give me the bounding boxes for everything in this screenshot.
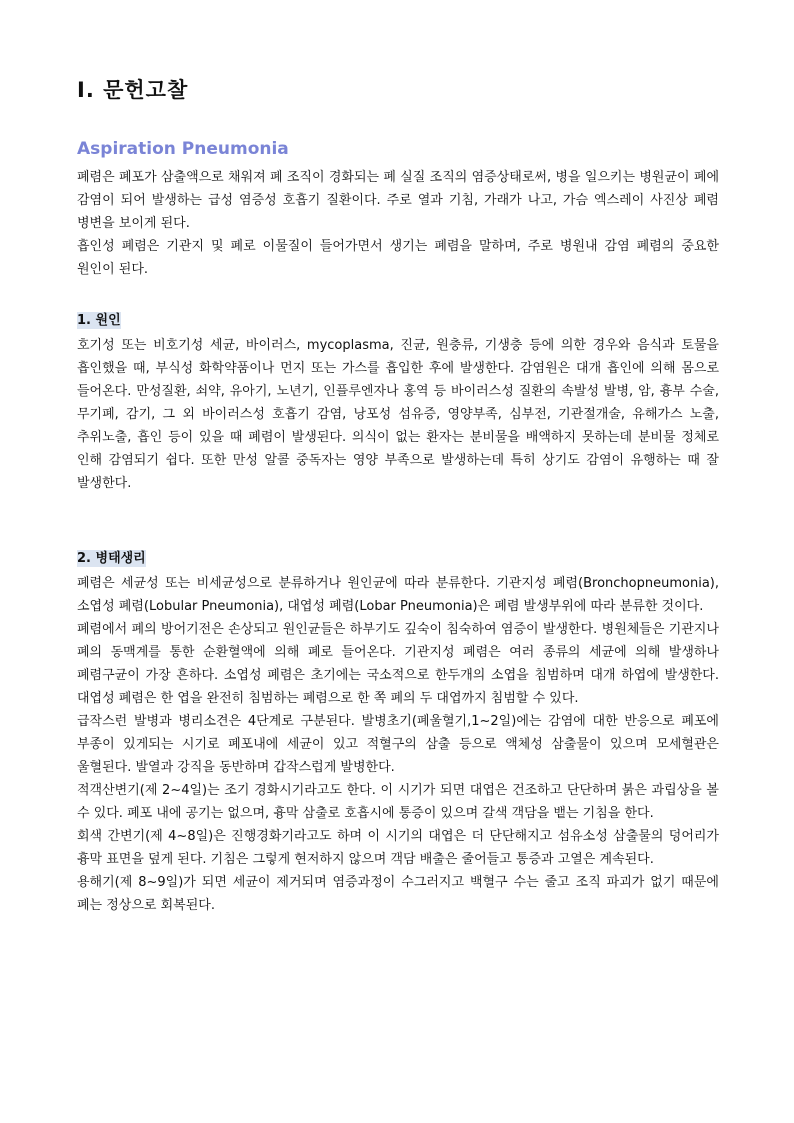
pathophysiology-heading bbox=[77, 549, 146, 569]
causes-heading-text: 1. 원인 bbox=[77, 313, 121, 328]
causes-paragraph: 호기성 또는 비호기성 세균, 바이러스, mycoplasma, 진균, 원충류, 기생충 등에 의한 경우와 음식과 토물을 흡인했을 때, 부식성 화학약품이나 먼지 또는 가스를 흡입한 후에 발생한다. 감염원은 대개 흡인에 의해 몸으로 들어온다. 만성질환, 쇠약, 유아기, 노년기, 인플루엔자나 홍역 등 바이러스성 질환의 속발성 발병, 암, 흉부 수술, 무기폐, 감기, 그 외 바이러스성 호흡기 감염, 낭포성 섬유증, 영양부족, 심부전, 기관절개술, 유해가스 노출, 추위노출, 흡인 등이 있을 때 폐렴이 발생된다. 의식이 없는 환자는 분비물을 배액하지 못하는데 분비물 정체로 인해 감염되기 쉽다. 또한 만성 알콜 중독자는 영양 부족으로 발생하는데 특히 상기도 감염이 유행하는 때 잘 발생한다. bbox=[77, 338, 719, 491]
pathophysiology-paragraph-5: 회색 간변기(제 4~8일)은 진행경화기라고도 하며 이 시기의 대엽은 더 단단해지고 섬유소성 삼출물의 덩어리가 흉막 표면을 덮게 된다. 기침은 그렇게 현저하지 않으며 객담 배출은 줄어들고 통증과 고열은 계속된다. bbox=[77, 829, 719, 867]
pathophysiology-block bbox=[77, 572, 719, 917]
intro-paragraph-1: 폐렴은 폐포가 삼출액으로 채워져 폐 조직이 경화되는 폐 실질 조직의 염증상태로써, 병을 일으키는 병원균이 폐에 감염이 되어 발생하는 급성 염증성 호흡기 질환이다. 주로 열과 기침, 가래가 나고, 가슴 엑스레이 사진상 폐렴 병변을 보이게 된다. bbox=[77, 170, 719, 231]
section-title: Aspiration Pneumonia bbox=[77, 139, 289, 159]
pathophysiology-paragraph-1: 폐렴은 세균성 또는 비세균성으로 분류하거나 원인균에 따라 분류한다. 기관지성 폐렴(Bronchopneumonia), 소엽성 폐렴(Lobular Pneumonia), 대엽성 폐렴(Lobar Pneumonia)은 폐렴 발생부위에 따라 분류한 것이다. bbox=[77, 576, 719, 614]
pathophysiology-heading-text: 2. 병태생리 bbox=[77, 551, 146, 566]
intro-paragraph-2: 흡인성 폐렴은 기관지 및 폐로 이물질이 들어가면서 생기는 폐렴을 말하며, 주로 병원내 감염 폐렴의 중요한 원인이 된다. bbox=[77, 239, 719, 277]
chapter-title: Ⅰ. 문헌고찰 bbox=[77, 78, 189, 102]
pathophysiology-paragraph-2: 폐렴에서 폐의 방어기전은 손상되고 원인균들은 하부기도 깊숙이 침숙하여 염증이 발생한다. 병원체들은 기관지나 폐의 동맥계를 통한 순환혈액에 의해 폐로 들어온다. 기관지성 폐렴은 여러 종류의 세균에 의해 발생하나 폐렴구균이 가장 흔하다. 소엽성 폐렴은 초기에는 국소적으로 한두개의 소엽을 침범하며 대개 하엽에 발생한다. 대엽성 폐렴은 한 엽을 완전히 침범하는 폐렴으로 한 쪽 폐의 두 대엽까지 침범할 수 있다. bbox=[77, 622, 719, 706]
pathophysiology-paragraph-3: 급작스런 발병과 병리소견은 4단계로 구분된다. 발병초기(폐울혈기,1~2일)에는 감염에 대한 반응으로 폐포에 부종이 있게되는 시기로 폐포내에 세균이 있고 적혈구의 삼출 등으로 액체성 삼출물이 있으며 모세혈관은 울혈된다. 발열과 강직을 동반하며 갑작스럽게 발병한다. bbox=[77, 714, 719, 775]
pathophysiology-paragraph-6: 용해기(제 8~9일)가 되면 세균이 제거되며 염증과정이 수그러지고 백혈구 수는 줄고 조직 파괴가 없기 때문에 폐는 정상으로 회복된다. bbox=[77, 875, 719, 913]
causes-block bbox=[77, 334, 719, 495]
pathophysiology-paragraph-4: 적객산변기(제 2~4일)는 조기 경화시기라고도 한다. 이 시기가 되면 대엽은 건조하고 단단하며 붉은 과립상을 볼 수 있다. 폐포 내에 공기는 없으며, 흉막 삼출로 호흡시에 통증이 있으며 갈색 객담을 뱉는 기침을 한다. bbox=[77, 783, 719, 821]
intro-block bbox=[77, 166, 719, 281]
causes-heading bbox=[77, 311, 121, 331]
